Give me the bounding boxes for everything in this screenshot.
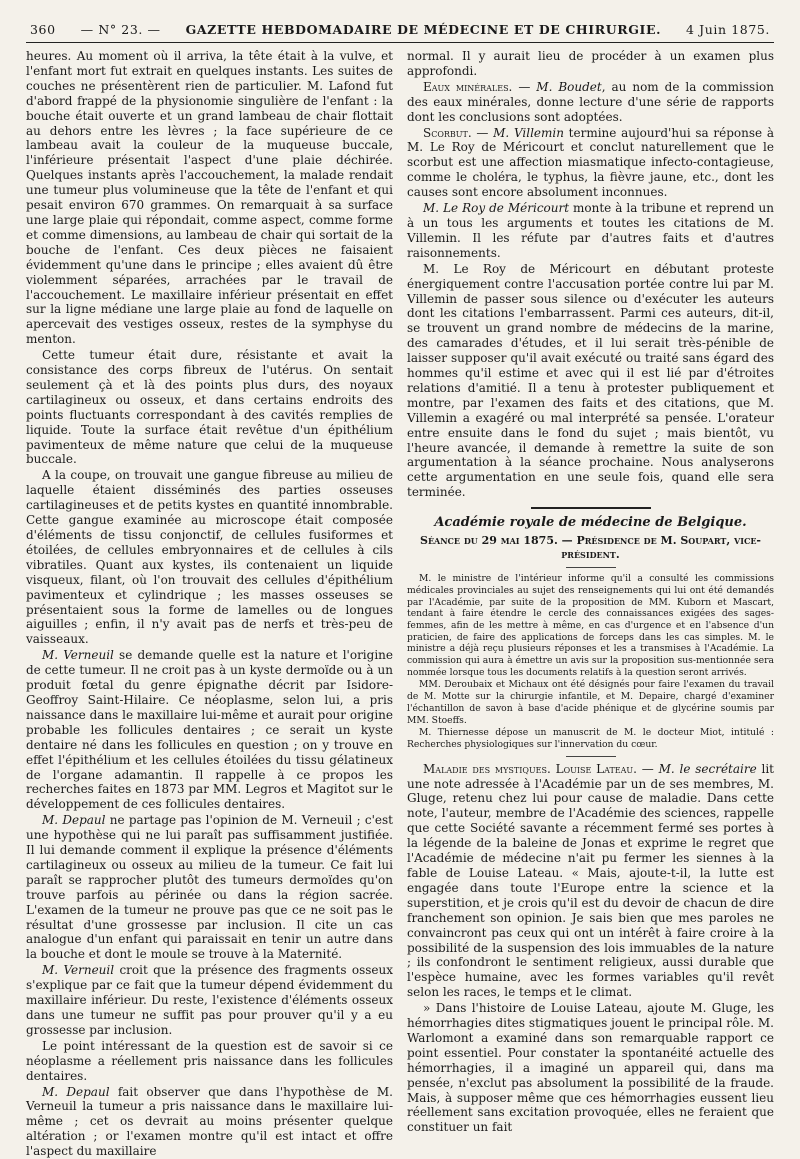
paragraph-text: lit une note adressée à l'Académie par un de ses membres, M. Gluge, retenu chez lui pour cause de maladie. Dans cette note, l'auteur, membre de l'Académie des sciences, rappelle que cette Société savante a récemment fermé ses portes à la légende de la baleine de Jonas et exprime le regret que l'Académie de médecine n'ait pu fermer les siennes à la fable de Louise Lateau. « Mais, ajoute-t-il, la lutte est engagée dans toute l'Europe entre la science et la superstition, et je crois qu'il est du devoir de chacun de dire franchement son opinion. Je sais bien que mes paroles ne convaincront pas ceux qui ont un intérêt à faire croire à la possibilité de la suspension des lois immuables de la nature ; ils confondront le sentiment religieux, aussi durable que l'espèce humaine, avec les formes variables qu'il revêt selon les races, le temps et le climat. (407, 761, 775, 1000)
issue-date: 4 Juin 1875. (686, 22, 770, 37)
paragraph: Cette tumeur était dure, résistante et avait la consistance des corps fibreux de l'utérus. On sentait seulement çà et là des points plus durs, des noyaux cartilagineux ou osseux, et dans certains endroits des points fluctuants correspondant à des cavités remplies de liquide. Toute la surface était revêtue d'un épithélium pavimenteux de même nature que celui de la muqueuse buccale. (26, 348, 393, 467)
minutes-paragraph: M. Thiernesse dépose un manuscrit de M. le docteur Miot, intitulé : Recherches physiologiques sur l'innervation du cœur. (407, 727, 774, 750)
paragraph (26, 1085, 393, 1159)
minutes-paragraph: MM. Deroubaix et Michaux ont été désignés pour faire l'examen du travail de M. Motte sur la chirurgie infantile, et M. Depaire, chargé d'examiner l'échantillon de savon à base d'acide phénique et de glycérine soumis par MM. Stoeffs. (407, 679, 774, 726)
minutes-paragraph: M. le ministre de l'intérieur informe qu'il a consulté les commissions médicales provinciales au sujet des renseignements qui lui ont été demandés par l'Académie, par suite de la proposition de MM. Kuborn et Mascart, tendant à faire étendre le cercle des connaissances exigées des sages-femmes, afin de les mettre à même, en cas d'urgence et en l'absence d'un praticien, de faire des applications de forceps dans les cas simples. M. le ministre a déjà reçu plusieurs réponses et les a transmises à l'Académie. La commission qui aura à émettre un avis sur la proposition sus-mentionnée sera nommée lorsque tous les documents relatifs à la question seront arrivés. (407, 573, 774, 678)
paragraph (26, 813, 393, 962)
paragraph: » Dans l'histoire de Louise Lateau, ajoute M. Gluge, les hémorrhagies dites stigmatiques jouent le principal rôle. M. Warlomont a examiné dans son remarquable rapport ce point essentiel. Pour constater la spontanéité actuelle des hémorrhagies, il a imaginé un appareil qui, dans ma pensée, n'exclut pas absolument la possibilité de la fraude. Mais, à supposer même que ces hémorrhagies eussent lieu réellement sans excitation provoquée, elles ne feraient que constituer un fait (407, 1001, 774, 1135)
paragraph: heures. Au moment où il arriva, la tête était à la vulve, et l'enfant mort fut extrait en quelques instants. Les suites de couches ne présentèrent rien de particulier. M. Lafond fut d'abord frappé de la physionomie singulière de l'enfant : la bouche était ouverte et un grand lambeau de chair flottait au dehors entre les lèvres ; la face supérieure de ce lambeau avait la couleur de la muqueuse buccale, l'inférieure présentait l'aspect d'une plaie déchirée. Quelques instants après l'accouchement, la malade rendait une tumeur plus volumineuse que la tête de l'enfant et qui pesait environ 670 grammes. On remarquait à sa surface une large plaie qui répondait, comme aspect, comme forme et comme dimensions, au lambeau de chair qui sortait de la bouche de l'enfant. Ces deux pièces ne faisaient évidemment qu'une dans le principe ; elles avaient dû être violemment séparées, arrachées par le travail de l'accouchement. Le maxillaire inférieur présentait en effet sur la ligne médiane une large plaie au fond de laquelle on apercevait des vestiges osseux, restes de la symphyse du menton. (26, 49, 393, 347)
paragraph: normal. Il y aurait lieu de procéder à un examen plus approfondi. (407, 49, 774, 78)
left-column (26, 49, 393, 1159)
paragraph: Eaux minérales. — M. Boudet, au nom de la commission des eaux minérales, donne lecture d'une série de rapports dont les conclusions sont adoptées. (407, 79, 774, 124)
speaker-name: M. le secrétaire (658, 761, 757, 776)
paragraph-text: fait observer que dans l'hypothèse de M. Verneuil la tumeur a pris naissance dans le maxillaire lui-même ; cet os devrait au moins présenter quelque altération ; or l'examen montre qu'il est intact et offre l'aspect du maxillaire (26, 1084, 393, 1159)
paragraph (26, 963, 393, 1038)
section-heading: Scorbut. (423, 125, 472, 140)
issue-number: — N° 23. — (80, 22, 161, 37)
right-column (407, 49, 774, 1159)
academy-heading: Académie royale de médecine de Belgique. (434, 515, 747, 531)
paragraph (407, 201, 774, 261)
speaker-name: M. Le Roy de Méricourt (423, 201, 570, 216)
paragraph-text: croit que la présence des fragments osseux s'explique par ce fait que la tumeur dépend évidemment du maxillaire inférieur. Du reste, l'existence d'éléments osseux dans une tumeur ne suffit pas pour prouver qu'il y a eu grossesse par inclusion. (26, 963, 393, 1037)
speaker-name: M. Verneuil (42, 963, 115, 978)
paragraph: Scorbut. — M. Villemin termine aujourd'hui sa réponse à M. Le Roy de Méricourt et conclut naturellement que le scorbut est une affection miasmatique infecto-contagieuse, comme le choléra, le typhus, la fièvre jaune, etc., dont les causes sont encore absolument inconnues. (407, 125, 774, 200)
paragraph (26, 648, 393, 812)
paragraph: Le point intéressant de la question est de savoir si ce néoplasme a réellement pris naissance dans les follicules dentaires. (26, 1038, 393, 1083)
paragraph: Maladie des mystiques. Louise Lateau. — M. le secrétaire lit une note adressée à l'Académie par un de ses membres, M. Gluge, retenu chez lui pour cause de maladie. Dans cette note, l'auteur, membre de l'Académie des sciences, rappelle que cette Société savante a récemment fermé ses portes à la légende de la baleine de Jonas et exprime le regret que l'Académie de médecine n'ait pu fermer les siennes à la fable de Louise Lateau. « Mais, ajoute-t-il, la lutte est engagée dans toute l'Europe entre la science et la superstition, et je crois qu'il est du devoir de chacun de dire franchement son opinion. Je sais bien que mes paroles ne convaincront pas ceux qui ont un intérêt à faire croire à la possibilité de la suspension des lois immuables de la nature ; ils confondront le sentiment religieux, aussi durable que l'espèce humaine, avec les formes variables qu'il revêt selon les races, le temps et le climat. (407, 761, 775, 1000)
paragraph: A la coupe, on trouvait une gangue fibreuse au milieu de laquelle étaient disséminés des parties osseuses cartilagineuses et de petits kystes en quantité innombrable. Cette gangue examinée au microscope était composée d'éléments de tissu conjonctif, de cellules fusiformes et étoilées, de cellules embryonnaires et de cellules à cils vibratiles. Quant aux kystes, ils contenaient un liquide visqueux, filant, où l'on trouvait des cellules d'épithélium pavimenteux et cylindrique ; les masses osseuses se présentaient sous la forme de lamelles ou de longues aiguilles ; enfin, il n'y avait pas de nerfs et très-peu de vaisseaux. (26, 468, 393, 647)
speaker-name: M. Verneuil (42, 648, 114, 663)
page-header (26, 22, 774, 43)
paragraph-text: , au nom de la commission des eaux minérales, donne lecture d'une série de rapports dont les conclusions sont adoptées. (407, 79, 774, 124)
speaker-name: M. Villemin (493, 125, 564, 140)
journal-title: GAZETTE HEBDOMADAIRE DE MÉDECINE ET DE CHIRURGIE. (185, 22, 662, 37)
divider (566, 756, 616, 757)
paragraph-text: monte à la tribune et reprend un à un tous les arguments et toutes les citations de M. Villemin. Il les réfute par d'autres faits et d'autres raisonnements. (407, 201, 775, 260)
speaker-name: M. Depaul (42, 1084, 110, 1099)
section-heading: Maladie des mystiques. Louise Lateau. (423, 761, 637, 776)
speaker-name: M. Boudet (536, 79, 602, 94)
section-heading: Eaux minérales. (423, 79, 513, 94)
session-heading: Séance du 29 mai 1875. — Présidence de M. Soupart, vice-président. (420, 534, 761, 562)
paragraph-text: ne partage pas l'opinion de M. Verneuil ; c'est une hypothèse qui ne lui paraît pas suffisamment justifiée. Il lui demande comment il explique la présence d'éléments cartilagineux ou osseux au milieu de la tumeur. Ce fait lui paraît se rapprocher plutôt des tumeurs dermoïdes qu'on trouve parfois au périnée ou dans la région sacrée. L'examen de la tumeur ne prouve pas que ce ne soit pas le résultat d'une grossesse par inclusion. Il cite un cas analogue d'un enfant qui paraissait en tenir un autre dans la bouche et dont le moule se trouve à la Maternité. (26, 813, 393, 962)
paragraph-text: termine aujourd'hui sa réponse à M. Le Roy de Méricourt et conclut naturellement que le scorbut est une affection miasmatique infecto-contagieuse, comme le choléra, le typhus, la fièvre jaune, etc., dont les causes sont encore absolument inconnues. (407, 125, 774, 200)
paragraph-text: se demande quelle est la nature et l'origine de cette tumeur. Il ne croit pas à un kyste dermoïde ou à un produit fœtal du genre épignathe décrit par Isidore-Geoffroy Saint-Hilaire. Ce néoplasme, selon lui, a pris naissance dans le maxillaire lui-même et aurait pour origine probable les follicules dentaires ; ce serait un kyste dentaire né dans les follicules en question ; on y trouve en effet l'épithélium et les cellules étoilées du tissu gélatineux de l'organe adamantin. Il rappelle à ce propos les recherches faites en 1873 par MM. Legros et Magitot sur le développement de ces follicules dentaires. (26, 648, 393, 812)
page-number: 360 (30, 22, 56, 37)
divider (566, 567, 616, 568)
speaker-name: M. Depaul (42, 813, 106, 828)
columns (26, 49, 774, 1159)
minutes-block (407, 573, 774, 751)
paragraph: M. Le Roy de Méricourt en débutant proteste énergiquement contre l'accusation portée contre lui par M. Villemin de passer sous silence ou d'exécuter les auteurs dont les citations l'embarrassent. Parmi ces auteurs, dit-il, se trouvent un grand nombre de médecins de la marine, des camarades d'études, et il lui serait très-pénible de laisser supposer qu'il avait exécuté ou traité sans égard des hommes qu'il estime et avec qui il est lié par d'étroites relations d'amitié. Il a tenu à protester publiquement et montre, par l'examen des faits et des citations, que M. Villemin a exagéré ou mal interprété sa pensée. L'orateur entre ensuite dans le fond du sujet ; mais bientôt, vu l'heure avancée, il demande à remettre la suite de son argumentation à la séance prochaine. Nous analyserons cette argumentation en une seule fois, quand elle sera terminée. (407, 261, 774, 500)
section-separator (531, 507, 651, 509)
